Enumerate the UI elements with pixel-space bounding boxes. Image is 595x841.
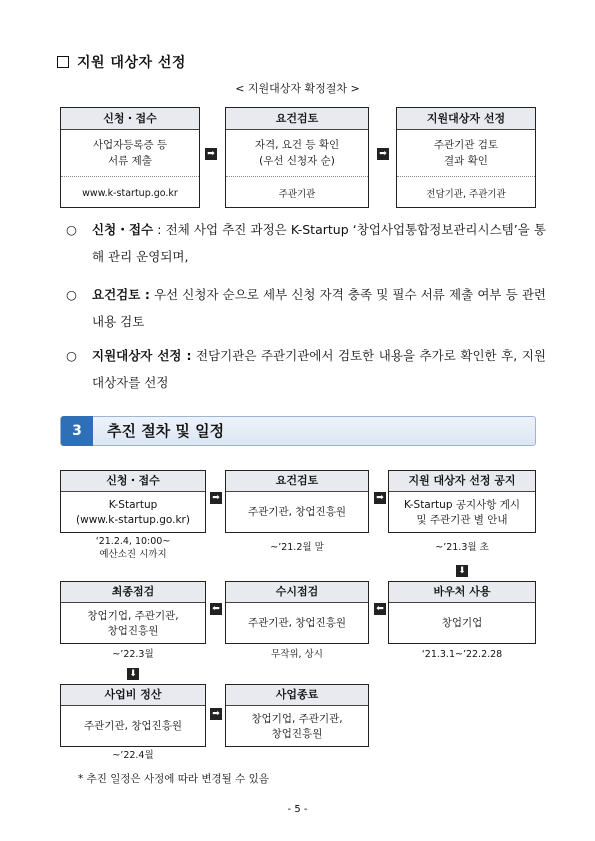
schedule-box-announcement [388, 470, 536, 533]
left-arrow-icon: ⬅ [374, 603, 386, 615]
down-arrow-icon: ⬇ [127, 668, 139, 680]
schedule-box-review [225, 470, 369, 533]
flow-box-header: 신청・접수 [61, 108, 199, 130]
flow-box-body: 주관기관 검토 결과 확인 [397, 130, 535, 177]
flow-box-body: 사업자등록증 등 서류 제출 [61, 130, 199, 177]
right-arrow-icon: ➡ [377, 148, 389, 160]
section-banner [60, 416, 536, 446]
flow-box-header: 요건검토 [226, 108, 368, 130]
schedule-date: ~’21.2월 말 [270, 542, 324, 553]
flow-box-body: 자격, 요건 등 확인 (우선 신청자 순) [226, 130, 368, 177]
left-arrow-icon: ⬅ [210, 603, 222, 615]
schedule-date: ‘21.3.1~’22.2.28 [421, 649, 503, 660]
schedule-box-voucher [388, 581, 536, 644]
section-title [57, 52, 186, 72]
schedule-box-body: 창업기업 [441, 617, 483, 629]
flow-box-footer: 주관기관 [278, 189, 316, 200]
flow-box-header: 지원대상자 선정 [397, 108, 535, 130]
right-arrow-icon: ➡ [205, 148, 217, 160]
bullet-text: : 전체 사업 추진 과정은 K-Startup ‘창업사업통합정보관리시스템’을 통해 관리 운영되며, [92, 222, 546, 264]
schedule-box-settlement [60, 684, 206, 747]
schedule-box-completion [225, 684, 369, 747]
circle-bullet-icon: ○ [66, 222, 77, 237]
schedule-date: 무작위, 상시 [271, 649, 323, 660]
schedule-date: ‘21.2.4, 10:00~ 예산소진 시까지 [95, 536, 171, 560]
schedule-note: * 추진 일정은 사정에 따라 변경될 수 있음 [78, 773, 269, 785]
section-banner-title: 추진 절차 및 일정 [107, 422, 225, 440]
schedule-box-body: 창업기업, 주관기관, 창업진흥원 [251, 712, 343, 740]
schedule-box-header: 사업비 정산 [61, 685, 205, 706]
schedule-box-header: 지원 대상자 선정 공지 [389, 471, 535, 492]
schedule-box-header: 요건검토 [226, 471, 368, 492]
right-arrow-icon: ➡ [210, 492, 222, 504]
bullet-review [66, 281, 546, 335]
bullet-application [66, 216, 546, 270]
schedule-box-header: 수시점검 [226, 582, 368, 603]
flow-caption: < 지원대상자 확정절차 > [235, 82, 360, 95]
page-number: - 5 - [287, 804, 308, 815]
schedule-box-header: 바우처 사용 [389, 582, 535, 603]
down-arrow-icon: ⬇ [456, 565, 468, 577]
schedule-box-header: 신청・접수 [61, 471, 205, 492]
flow-box-footer: 전담기관, 주관기관 [426, 189, 506, 200]
bullet-text: 우선 신청자 순으로 세부 신청 자격 충족 및 필수 서류 제출 여부 등 관련 내용 검토 [92, 287, 546, 329]
right-arrow-icon: ➡ [210, 708, 222, 720]
flow-box-selection [396, 107, 536, 208]
bullet-term: 지원대상자 선정 : [92, 348, 192, 363]
flow-box-application [60, 107, 200, 208]
bullet-term: 요건검토 : [92, 287, 150, 302]
right-arrow-icon: ➡ [374, 492, 386, 504]
flow-box-review [225, 107, 369, 208]
schedule-box-body: 주관기관, 창업진흥원 [248, 506, 346, 518]
schedule-box-body: 주관기관, 창업진흥원 [248, 617, 346, 629]
schedule-box-random-check [225, 581, 369, 644]
schedule-box-body: 주관기관, 창업진흥원 [84, 720, 182, 732]
flow-box-footer: www.k-startup.go.kr [82, 187, 178, 199]
schedule-date: ~’22.3월 [112, 649, 154, 660]
bullet-selection [66, 342, 546, 396]
schedule-box-header: 최종점검 [61, 582, 205, 603]
section-number: 3 [61, 416, 93, 446]
schedule-box-final-check [60, 581, 206, 644]
section-title-text: 지원 대상자 선정 [77, 55, 186, 71]
checkbox-square-icon [57, 56, 69, 68]
circle-bullet-icon: ○ [66, 287, 77, 302]
schedule-box-body: 창업기업, 주관기관, 창업진흥원 [87, 609, 179, 637]
circle-bullet-icon: ○ [66, 348, 77, 363]
schedule-box-header: 사업종료 [226, 685, 368, 706]
bullet-term: 신청・접수 [92, 222, 154, 237]
schedule-date: ~’22.4월 [112, 750, 154, 761]
schedule-box-body: K-Startup 공지사항 게시 및 주관기관 별 안내 [403, 498, 521, 526]
schedule-date: ~’21.3월 초 [435, 542, 489, 553]
schedule-box-application [60, 470, 206, 533]
schedule-box-body: K-Startup (www.k-startup.go.kr) [76, 498, 190, 526]
bullet-text: 전담기관은 주관기관에서 검토한 내용을 추가로 확인한 후, 지원 대상자를 선정 [92, 348, 546, 390]
